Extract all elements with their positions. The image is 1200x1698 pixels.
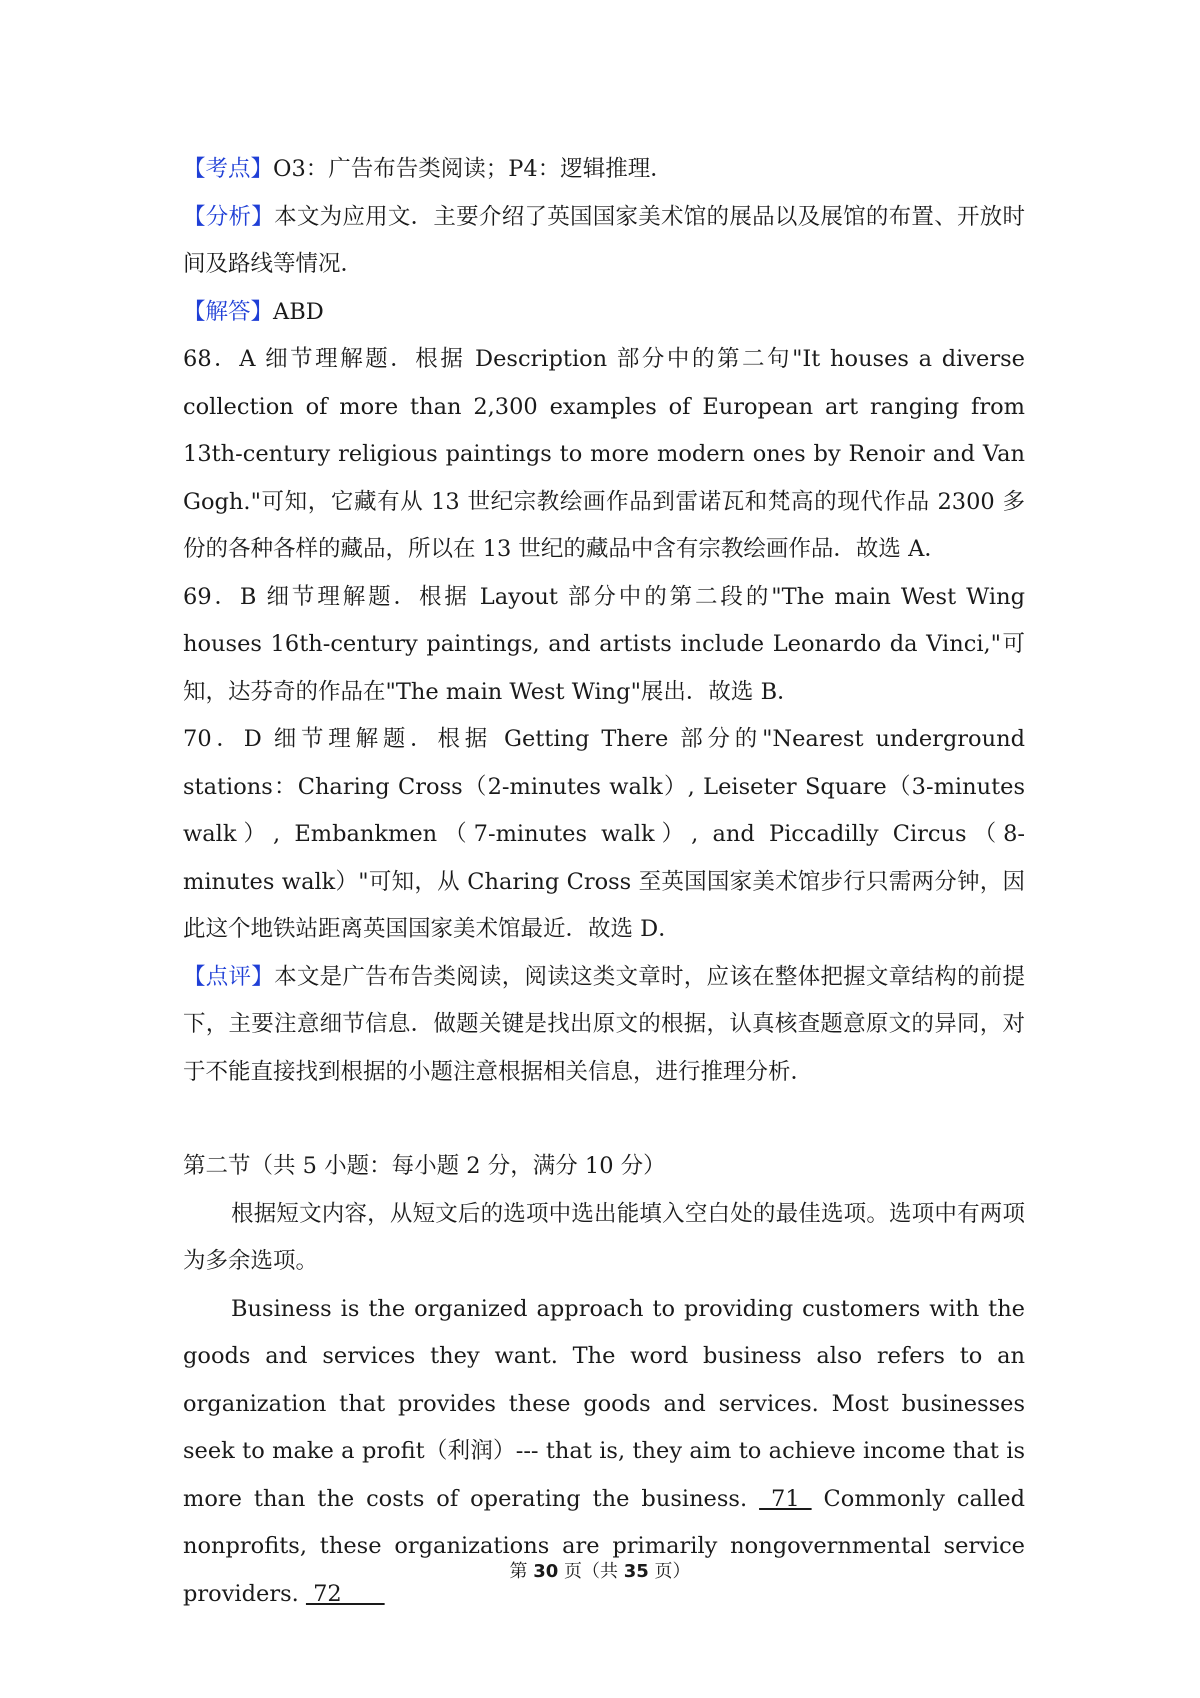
answer-68: 68．A 细节理解题．根据 Description 部分中的第二句"It houses a diverse collection of more than 2,300 examples of European art ranging from 13th-century religious paintings to more modern ones by Renoir and Van Gogh."可知，它藏有从 13 世纪宗教绘画作品到雷诺瓦和梵高的现代作品 2300 多份的各种各样的藏品，所以在 13 世纪的藏品中含有宗教绘画作品．故选 A．: [183, 346, 1025, 562]
passage-part1: Business is the organized approach to providing customers with the goods and services they want. The word business also refers to an organization that provides these goods and services. Most businesses seek to make a profit（利润）--- that is, they aim to achieve income that is more than the costs of operating the business.: [183, 1295, 1025, 1512]
fenxi-text: 本文为应用文．主要介绍了英国国家美术馆的展品以及展馆的布置、开放时间及路线等情况．: [183, 203, 1025, 277]
footer-total-pages: 35: [623, 1561, 649, 1582]
document-page: [183, 146, 1025, 1618]
kaodian-paragraph: [183, 146, 1025, 194]
dianping-label: 【点评】: [183, 963, 275, 990]
section-spacer: [183, 1096, 1025, 1143]
answer-69: 69．B 细节理解题．根据 Layout 部分中的第二段的"The main West Wing houses 16th-century paintings, and artists include Leonardo da Vinci,"可知，达芬奇的作品在"The main West Wing"展出．故选 B．: [183, 583, 1025, 705]
blank-71: 71: [759, 1485, 812, 1512]
jieda-paragraph: [183, 289, 1025, 337]
blank-72: 72: [305, 1580, 385, 1607]
passage-part2: Commonly called nonprofits, these organizations are primarily nongovernmental service providers.: [183, 1485, 1026, 1607]
page-footer: [0, 1560, 1200, 1584]
section-instruction: 根据短文内容，从短文后的选项中选出能填入空白处的最佳选项。选项中有两项为多余选项。: [183, 1200, 1025, 1274]
section-heading: 第二节（共 5 小题：每小题 2 分，满分 10 分）: [183, 1153, 666, 1179]
dianping-text: 本文是广告布告类阅读，阅读这类文章时，应该在整体把握文章结构的前提下，主要注意细节信息．做题关键是找出原文的根据，认真核查题意原文的异同，对于不能直接找到根据的小题注意根据相关信息，进行推理分析．: [183, 963, 1025, 1085]
jieda-text: ABD: [273, 298, 324, 325]
answer-70: 70．D 细节理解题．根据 Getting There 部分的"Nearest underground stations：Charing Cross（2-minutes walk）, Leiseter Square（3-minutes walk）, Embankmen（7-minutes walk）, and Piccadilly Circus（8-minutes walk）"可知，从 Charing Cross 至英国国家美术馆步行只需两分钟，因此这个地铁站距离英国国家美术馆最近．故选 D．: [183, 726, 1025, 942]
kaodian-text: O3：广告布告类阅读；P4：逻辑推理．: [273, 156, 673, 182]
footer-suffix: 页）: [648, 1561, 691, 1582]
footer-page-number: 30: [533, 1561, 559, 1582]
jieda-label: 【解答】: [183, 298, 274, 325]
footer-prefix: 第: [509, 1561, 534, 1582]
fenxi-label: 【分析】: [183, 203, 275, 230]
fenxi-paragraph: [183, 194, 1025, 289]
kaodian-label: 【考点】: [183, 156, 274, 182]
footer-middle: 页（共: [558, 1561, 624, 1582]
dianping-paragraph: [183, 954, 1025, 1097]
